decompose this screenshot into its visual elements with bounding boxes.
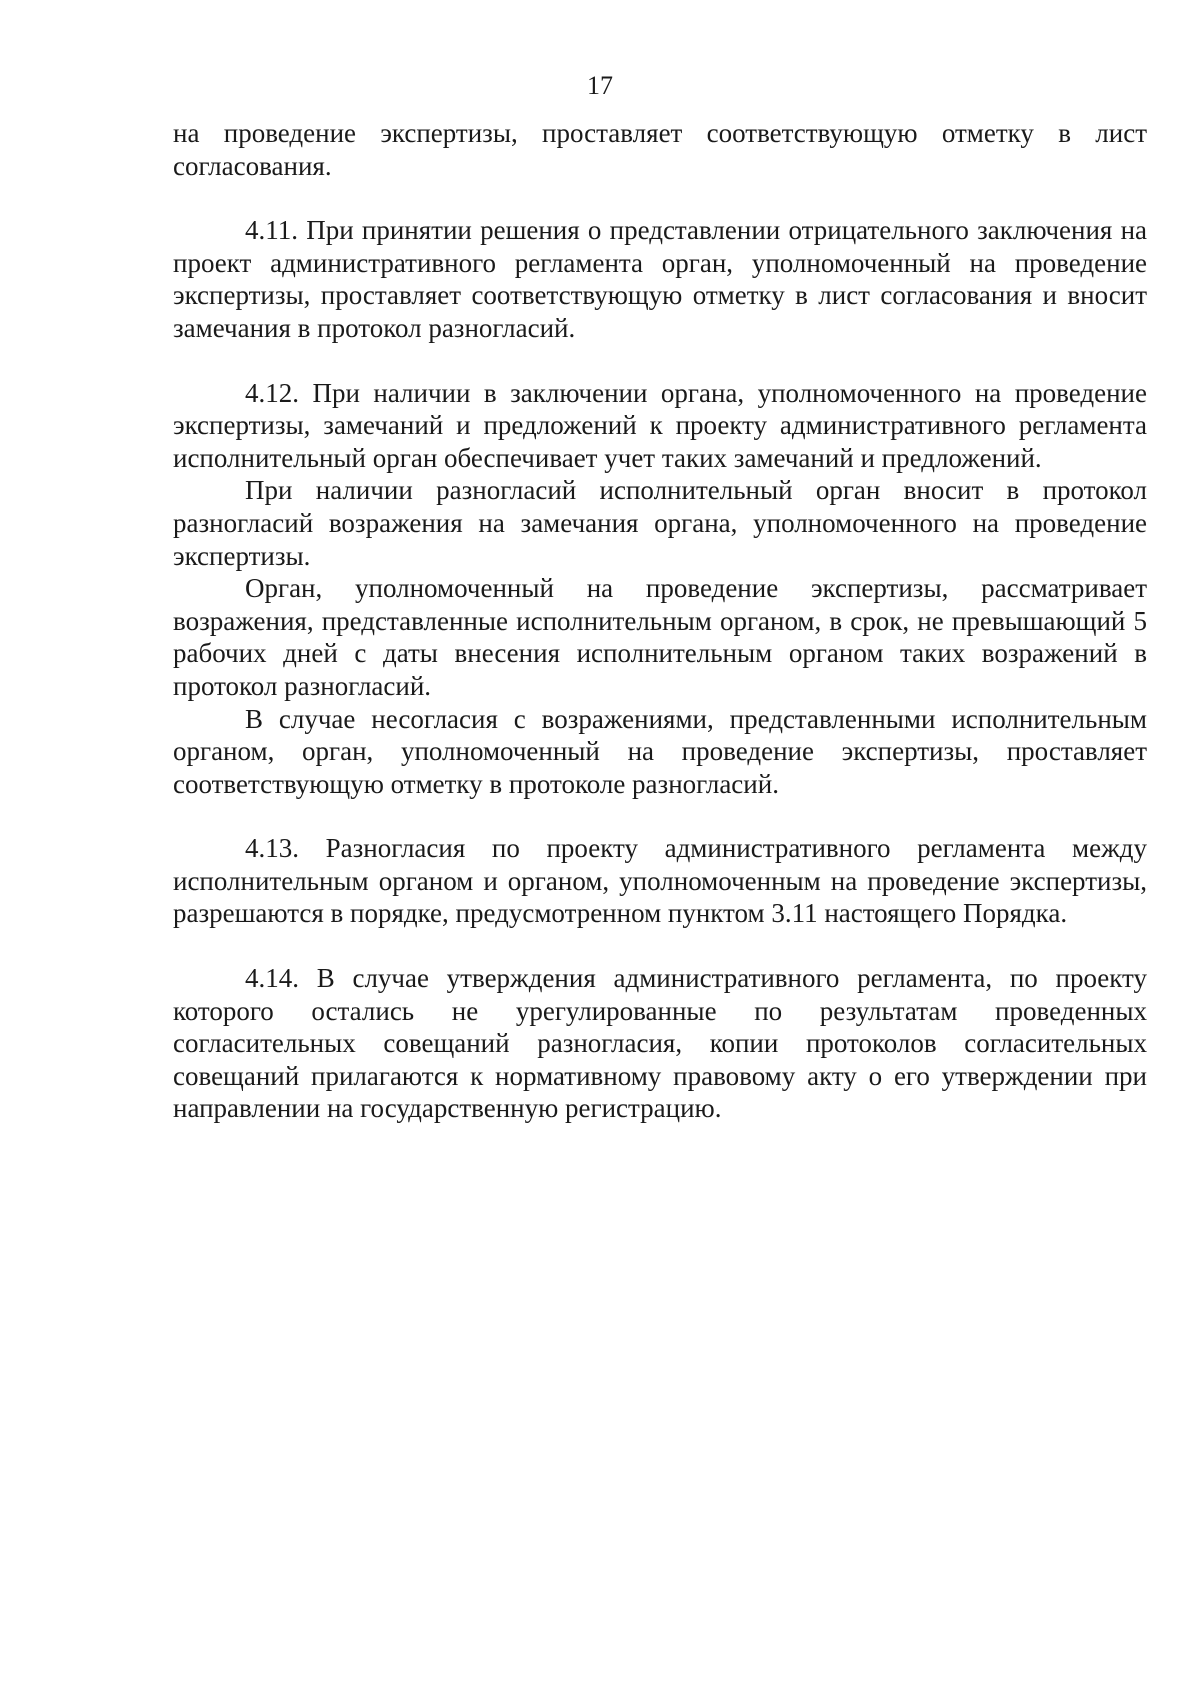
paragraph: В случае несогласия с возражениями, представленными исполнительным органом, орган, уполномоченный на проведение экспертизы, проставляет соответствующую отметку в протоколе разногласий. [173, 703, 1147, 799]
document-body [173, 117, 1147, 1157]
page-number: 17 [587, 71, 613, 100]
paragraph: 4.14. В случае утверждения административного регламента, по проекту которого остались не урегулированные по результатам проведенных согласительных совещаний разногласия, копии протоколов согласительных совещаний прилагаются к нормативному правовому акту о его утверждении при направлении на государственную регистрацию. [173, 963, 1147, 1124]
paragraph: на проведение экспертизы, проставляет соответствующую отметку в лист согласования. [173, 118, 1147, 181]
section-continuation [173, 117, 1147, 182]
section-4-12 [173, 377, 1147, 801]
paragraph: 4.12. При наличии в заключении органа, уполномоченного на проведение экспертизы, замечаний и предложений к проекту административного регламента исполнительный орган обеспечивает учет таких замечаний и предложений. [173, 377, 1147, 473]
paragraph: 4.11. При принятии решения о представлении отрицательного заключения на проект административного регламента орган, уполномоченный на проведение экспертизы, проставляет соответствующую отметку в лист согласования и вносит замечания в протокол разногласий. [173, 215, 1147, 343]
section-4-13 [173, 832, 1147, 930]
paragraph: Орган, уполномоченный на проведение экспертизы, рассматривает возражения, представленные исполнительным органом, в срок, не превышающий 5 рабочих дней с даты внесения исполнительным органом таких возражений в протокол разногласий. [173, 573, 1147, 701]
section-4-11 [173, 214, 1147, 344]
paragraph: 4.13. Разногласия по проекту административного регламента между исполнительным органом и органом, уполномоченным на проведение экспертизы, разрешаются в порядке, предусмотренном пунктом 3.11 настоящего Порядка. [173, 833, 1147, 929]
section-4-14 [173, 962, 1147, 1125]
paragraph: При наличии разногласий исполнительный орган вносит в протокол разногласий возражения на замечания органа, уполномоченного на проведение экспертизы. [173, 475, 1147, 571]
